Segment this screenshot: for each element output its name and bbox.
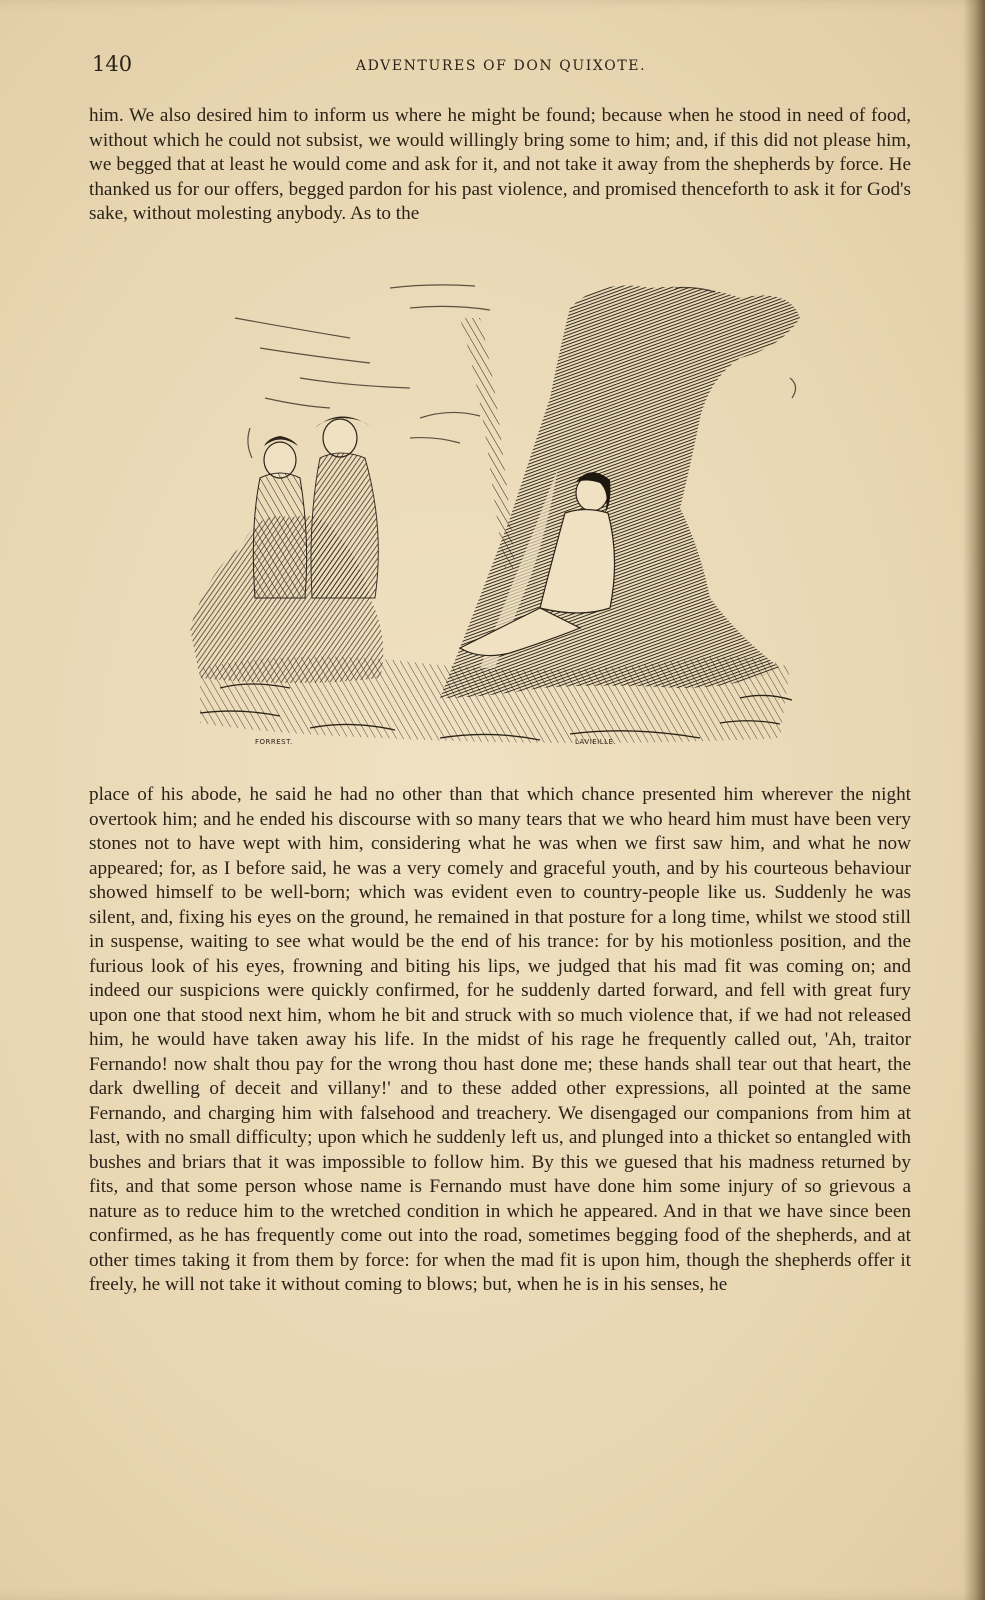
credit-left: FORREST.	[255, 738, 293, 746]
paragraph-top: him. We also desired him to inform us where he might be found; because when he stood in need of food, without which he could not subsist, we would willingly bring some to him; and, if this did not please him, we begged that at least he would come and ask for it, and not take it away from the shepherds by force. He thanked us for our offers, begged pardon for his past violence, and promised thenceforth to ask it for God's sake, without molesting anybody. As to the	[89, 105, 911, 224]
engraving-svg	[180, 268, 810, 758]
page-number: 140	[92, 52, 133, 76]
shepherd-figures	[253, 416, 378, 598]
credit-right: LAVIEILLE.	[575, 738, 617, 746]
paragraph-bottom: place of his abode, he said he had no other than that which chance presented him wherever the night overtook him; and he ended his discourse with so many tears that we who heard him must have been very stones not to have wept with him, considering what he was when we first saw him, and what he now appeared; for, as I before said, he was a very comely and graceful youth, and by his courteous behaviour showed himself to be well-born; which was evident even to country-people like us. Suddenly he was silent, and, fixing his eyes on the ground, he remained in that posture for a long time, whilst we stood still in suspense, waiting to see what would be the end of his trance: for by his motionless position, and the furious look of his eyes, frowning and biting his lips, we judged that his mad fit was coming on; and indeed our suspicions were quickly confirmed, for he suddenly darted forward, and fell with great fury upon one that stood next him, whom he bit and struck with so much violence that, if we had not released him, he would have taken away his life. In the midst of his rage he frequently called out, 'Ah, traitor Fernando! now shalt thou pay for the wrong thou hast done me; these hands shall tear out that heart, the dark dwelling of deceit and villany!' and to these added other expressions, all pointed at the same Fernando, and charging him with falsehood and treachery. We disengaged our companions from him at last, with no small difficulty; upon which he suddenly left us, and plunged into a thicket so entangled with bushes and briars that it was impossible to follow him. By this we guesed that his madness returned by fits, and that some person whose name is Fernando must have done him some injury of so grievous a nature as to reduce him to the wretched condition in which he appeared. And in that we have since been confirmed, as he has frequently come out into the road, sometimes begging food of the shepherds, and at other times taking it from them by force: for when the mad fit is upon him, though the shepherds offer it freely, he will not take it without coming to blows; but, when he is in his senses, he	[89, 784, 911, 1295]
running-head: ADVENTURES OF DON QUIXOTE.	[355, 58, 647, 74]
page-header	[92, 52, 910, 82]
thin-tree	[460, 318, 515, 568]
page-edge-shadow	[963, 0, 985, 1600]
engraving-illustration	[180, 268, 810, 758]
